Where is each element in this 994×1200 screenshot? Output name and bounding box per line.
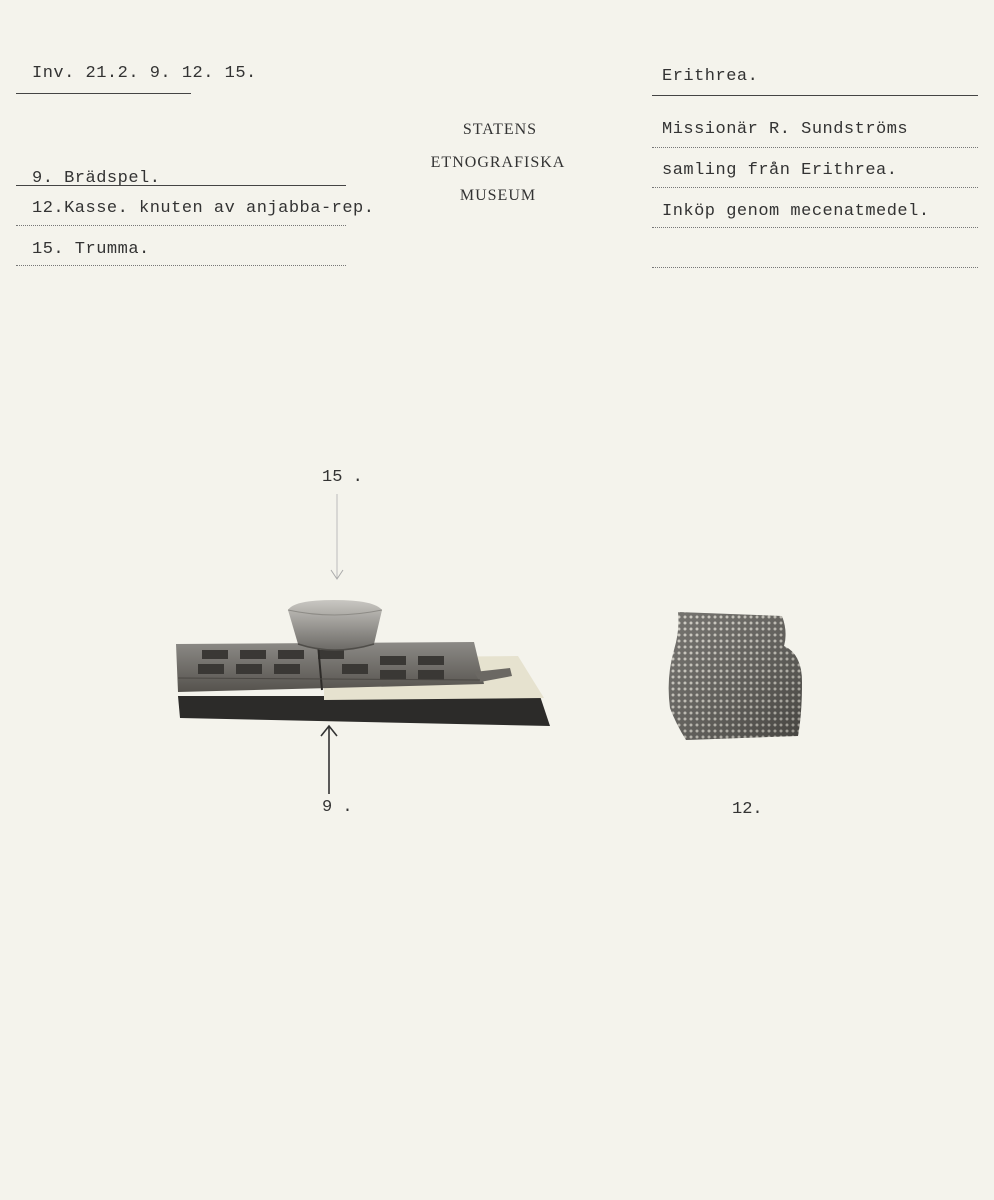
collection-line-3: Inköp genom mecenatmedel. <box>662 202 930 221</box>
label-drum: 15 . <box>322 468 363 487</box>
inventory-number: Inv. 21.2. 9. 12. 15. <box>32 64 257 83</box>
collection-dotted-line <box>652 147 978 148</box>
label-bag: 12. <box>732 800 763 819</box>
museum-line-statens: STATENS <box>462 121 538 138</box>
board-pointer-arrow <box>318 722 340 796</box>
item-dotted-line <box>16 265 346 266</box>
museum-line-museum: MUSEUM <box>459 187 537 204</box>
region-label: Erithrea. <box>662 67 759 86</box>
net-bag-photo <box>664 608 806 744</box>
label-board: 9 . <box>322 798 353 817</box>
museum-line-etnografiska: ETNOGRAFISKA <box>430 154 566 171</box>
collection-dotted-line <box>652 267 978 268</box>
collection-line-2: samling från Erithrea. <box>662 161 898 180</box>
region-underline <box>652 95 978 96</box>
item-trumma: 15. Trumma. <box>32 240 150 259</box>
collection-dotted-line <box>652 187 978 188</box>
collection-dotted-line <box>652 227 978 228</box>
item-brädspel: 9. Brädspel. <box>32 169 161 188</box>
collection-line-1: Missionär R. Sundströms <box>662 120 909 139</box>
item-kasse: 12.Kasse. knuten av anjabba-rep. <box>32 199 375 218</box>
item-underline <box>16 185 346 186</box>
item-dotted-line <box>16 225 346 226</box>
inventory-underline <box>16 93 191 94</box>
drum-pointer-arrow <box>325 492 349 584</box>
board-game-photo <box>174 598 554 728</box>
